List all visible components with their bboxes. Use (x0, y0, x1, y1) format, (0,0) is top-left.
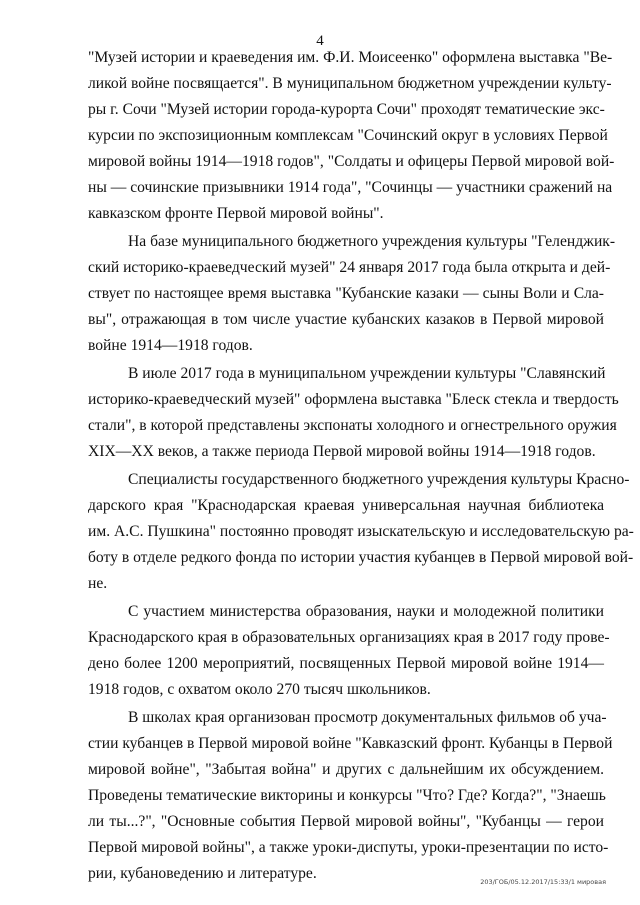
text-line: XIX—XX веков, а также периода Первой мировой войны 1914—1918 годов. (88, 443, 596, 460)
text-line: дено более 1200 мероприятий, посвященных Первой мировой войне 1914— (88, 655, 604, 672)
text-line: ский историко-краеведческий музей" 24 января 2017 года была открыта и дей- (88, 259, 611, 276)
text-line: не. (88, 575, 108, 592)
text-line: стали", в которой представлены экспонаты холодного и огнестрельного оружия (88, 417, 617, 434)
text-line: В июле 2017 года в муниципальном учреждении культуры "Славянский (128, 365, 606, 382)
text-line: В школах края организован просмотр документальных фильмов об уча- (128, 709, 607, 726)
text-line: Специалисты государственного бюджетного учреждения культуры Красно- (128, 471, 630, 488)
text-line: стии кубанцев в Первой мировой войне "Кавказский фронт. Кубанцы в Первой (88, 735, 613, 752)
text-line: вы", отражающая в том числе участие кубанских казаков в Первой мировой (88, 311, 604, 328)
text-line: кавказском фронте Первой мировой войны". (88, 205, 384, 222)
text-line: Первой мировой войны", а также уроки-диспуты, уроки-презентации по исто- (88, 839, 609, 856)
text-line: ствует по настоящее время выставка "Кубанские казаки — сыны Воли и Сла- (88, 285, 604, 302)
text-line: рии, кубановедению и литературе. (88, 865, 317, 882)
text-line: На базе муниципального бюджетного учреждения культуры "Геленджик- (128, 233, 616, 250)
text-line: Краснодарского края в образовательных организациях края в 2017 году прове- (88, 629, 610, 646)
text-line: ли ты...?", "Основные события Первой мировой войны", "Кубанцы — герои (88, 813, 604, 830)
text-line: ры г. Сочи "Музей истории города-курорта Сочи" проходят тематические экс- (88, 101, 605, 118)
text-line: Проведены тематические викторины и конкурсы "Что? Где? Когда?", "Знаешь (88, 787, 606, 804)
text-line: С участием министерства образования, науки и молодежной политики (128, 603, 604, 620)
text-line: ликой войне посвящается". В муниципальном бюджетном учреждении культу- (88, 75, 612, 92)
text-line: курсии по экспозиционным комплексам "Сочинский округ в условиях Первой (88, 127, 608, 144)
text-line: мировой войне", "Забытая война" и других с дальнейшим их обсуждением. (88, 761, 604, 778)
text-line: мировой войны 1914—1918 годов", "Солдаты и офицеры Первой мировой вой- (88, 153, 615, 170)
text-line: войне 1914—1918 годов. (88, 337, 253, 354)
text-line: им. А.С. Пушкина" постоянно проводят изыскательскую и исследовательскую ра- (88, 523, 634, 540)
page-number: 4 (316, 33, 324, 49)
text-line: дарского края "Краснодарская краевая универсальная научная библиотека (88, 497, 604, 514)
text-line: ны — сочинские призывники 1914 года", "Сочинцы — участники сражений на (88, 179, 613, 196)
document-footer-code: 203/ГОБ/05.12.2017/15:33/1 мировая (480, 878, 606, 886)
text-line: боту в отделе редкого фонда по истории участия кубанцев в Первой мировой вой- (88, 549, 634, 566)
text-line: "Музей истории и краеведения им. Ф.И. Моисеенко" оформлена выставка "Ве- (88, 49, 613, 66)
text-line: 1918 годов, с охватом около 270 тысяч школьников. (88, 681, 431, 698)
text-line: историко-краеведческий музей" оформлена выставка "Блеск стекла и твердость (88, 391, 619, 408)
